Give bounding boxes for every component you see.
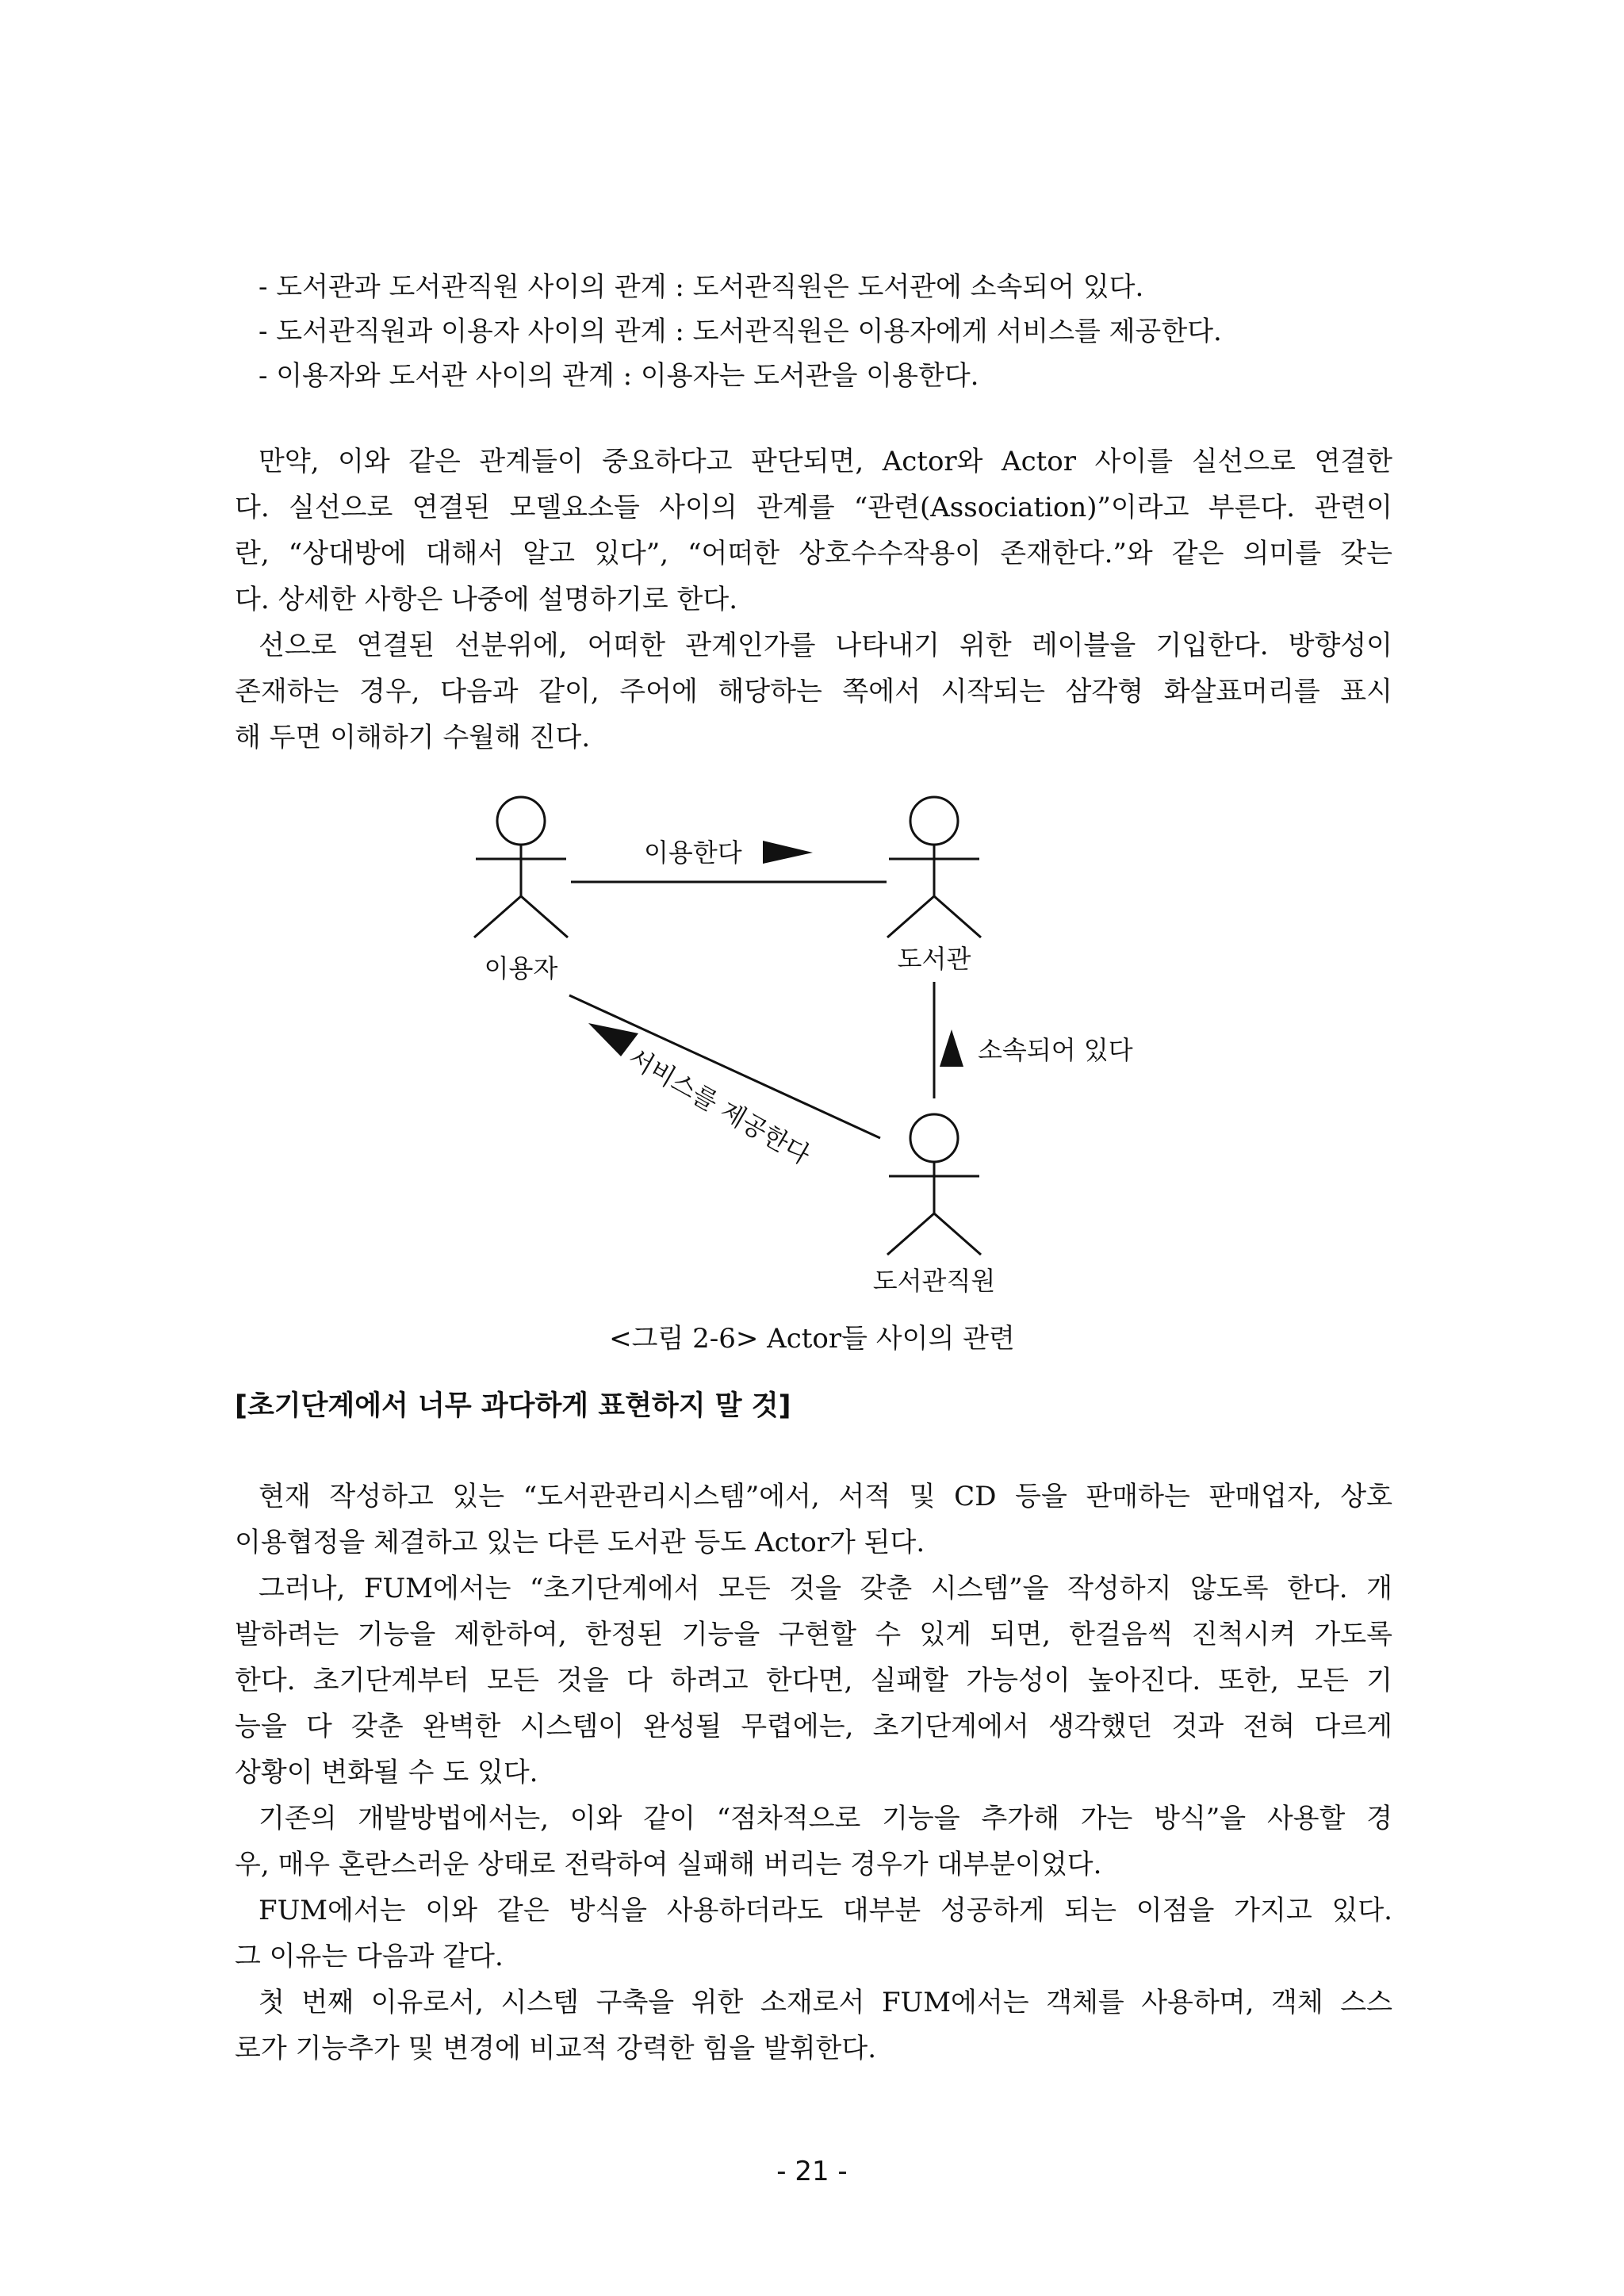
actor-library-label: 도서관 bbox=[897, 944, 971, 974]
actor-user-label: 이용자 bbox=[484, 953, 558, 983]
actor-user bbox=[474, 797, 568, 937]
paragraph-line: 첫 번째 이유로서, 시스템 구축을 위한 소재로서 FUM에서는 객체를 사용하며, 객체 스스 bbox=[259, 1987, 1392, 2018]
bullet-user-library: - 이용자와 도서관 사이의 관계 : 이용자는 도서관을 이용한다. bbox=[259, 360, 979, 392]
paragraph-line: 해 두면 이해하기 수월해 진다. bbox=[235, 722, 591, 753]
section-heading: [초기단계에서 너무 과다하게 표현하지 말 것] bbox=[235, 1390, 791, 1422]
paragraph-line: 우, 매우 혼란스러운 상태로 전락하여 실패해 버리는 경우가 대부분이었다. bbox=[235, 1849, 1102, 1880]
association-label-uses: 이용한다 bbox=[644, 838, 742, 868]
paragraph-line: 로가 기능추가 및 변경에 비교적 강력한 힘을 발휘한다. bbox=[235, 2033, 877, 2064]
actor-library bbox=[887, 797, 981, 937]
paragraph-line: 란, “상대방에 대해서 알고 있다”, “어떠한 상호수수작용이 존재한다.”와 같은 의미를 갖는 bbox=[235, 538, 1392, 569]
association-label-provides: 서비스를 제공한다 bbox=[623, 1042, 815, 1171]
actor-staff bbox=[887, 1114, 981, 1255]
paragraph-line: 다. 상세한 사항은 나중에 설명하기로 한다. bbox=[235, 584, 737, 615]
figure-caption: <그림 2-6> Actor들 사이의 관련 bbox=[609, 1323, 1015, 1355]
paragraph-line: 존재하는 경우, 다음과 같이, 주어에 해당하는 쪽에서 시작되는 삼각형 화살표머리를 표시 bbox=[235, 676, 1392, 707]
paragraph-line: 한다. 초기단계부터 모든 것을 다 하려고 한다면, 실패할 가능성이 높아진다. 또한, 모든 기 bbox=[235, 1665, 1392, 1696]
paragraph-line: 능을 다 갖춘 완벽한 시스템이 완성될 무렵에는, 초기단계에서 생각했던 것과 전혀 다르게 bbox=[235, 1711, 1392, 1742]
paragraph-line: 그 이유는 다음과 같다. bbox=[235, 1941, 504, 1972]
paragraph-line: 발하려는 기능을 제한하여, 한정된 기능을 구현할 수 있게 되면, 한걸음씩 진척시켜 가도록 bbox=[235, 1619, 1392, 1650]
paragraph-line: 기존의 개발방법에서는, 이와 같이 “점차적으로 기능을 추가해 가는 방식”을 사용할 경 bbox=[259, 1803, 1392, 1834]
paragraph-line: 선으로 연결된 선분위에, 어떠한 관계인가를 나타내기 위한 레이블을 기입한다. 방향성이 bbox=[259, 630, 1392, 661]
paragraph-line: 이용협정을 체결하고 있는 다른 도서관 등도 Actor가 된다. bbox=[235, 1527, 925, 1558]
bullet-library-staff: - 도서관과 도서관직원 사이의 관계 : 도서관직원은 도서관에 소속되어 있다. bbox=[259, 271, 1144, 303]
paragraph-line: 상황이 변화될 수 도 있다. bbox=[235, 1757, 538, 1788]
paragraph-line: FUM에서는 이와 같은 방식을 사용하더라도 대부분 성공하게 되는 이점을 가지고 있다. bbox=[259, 1895, 1392, 1926]
page-number: - 21 - bbox=[776, 2156, 848, 2187]
paragraph-line: 만약, 이와 같은 관계들이 중요하다고 판단되면, Actor와 Actor 사이를 실선으로 연결한 bbox=[259, 446, 1392, 477]
bullet-staff-user: - 도서관직원과 이용자 사이의 관계 : 도서관직원은 이용자에게 서비스를 제공한다. bbox=[259, 316, 1222, 347]
paragraph-line: 현재 작성하고 있는 “도서관관리시스템”에서, 서적 및 CD 등을 판매하는 판매업자, 상호 bbox=[259, 1481, 1392, 1512]
paragraph-line: 그러나, FUM에서는 “초기단계에서 모든 것을 갖춘 시스템”을 작성하지 않도록 한다. 개 bbox=[259, 1573, 1392, 1604]
direction-arrow-uses bbox=[763, 841, 813, 864]
direction-arrow-provides bbox=[588, 1023, 638, 1056]
paragraph-line: 다. 실선으로 연결된 모델요소들 사이의 관계를 “관련(Association)”이라고 부른다. 관련이 bbox=[235, 492, 1392, 523]
association-label-belongs: 소속되어 있다 bbox=[978, 1035, 1133, 1065]
actor-staff-label: 도서관직원 bbox=[872, 1266, 996, 1296]
direction-arrow-belongs bbox=[940, 1029, 963, 1067]
